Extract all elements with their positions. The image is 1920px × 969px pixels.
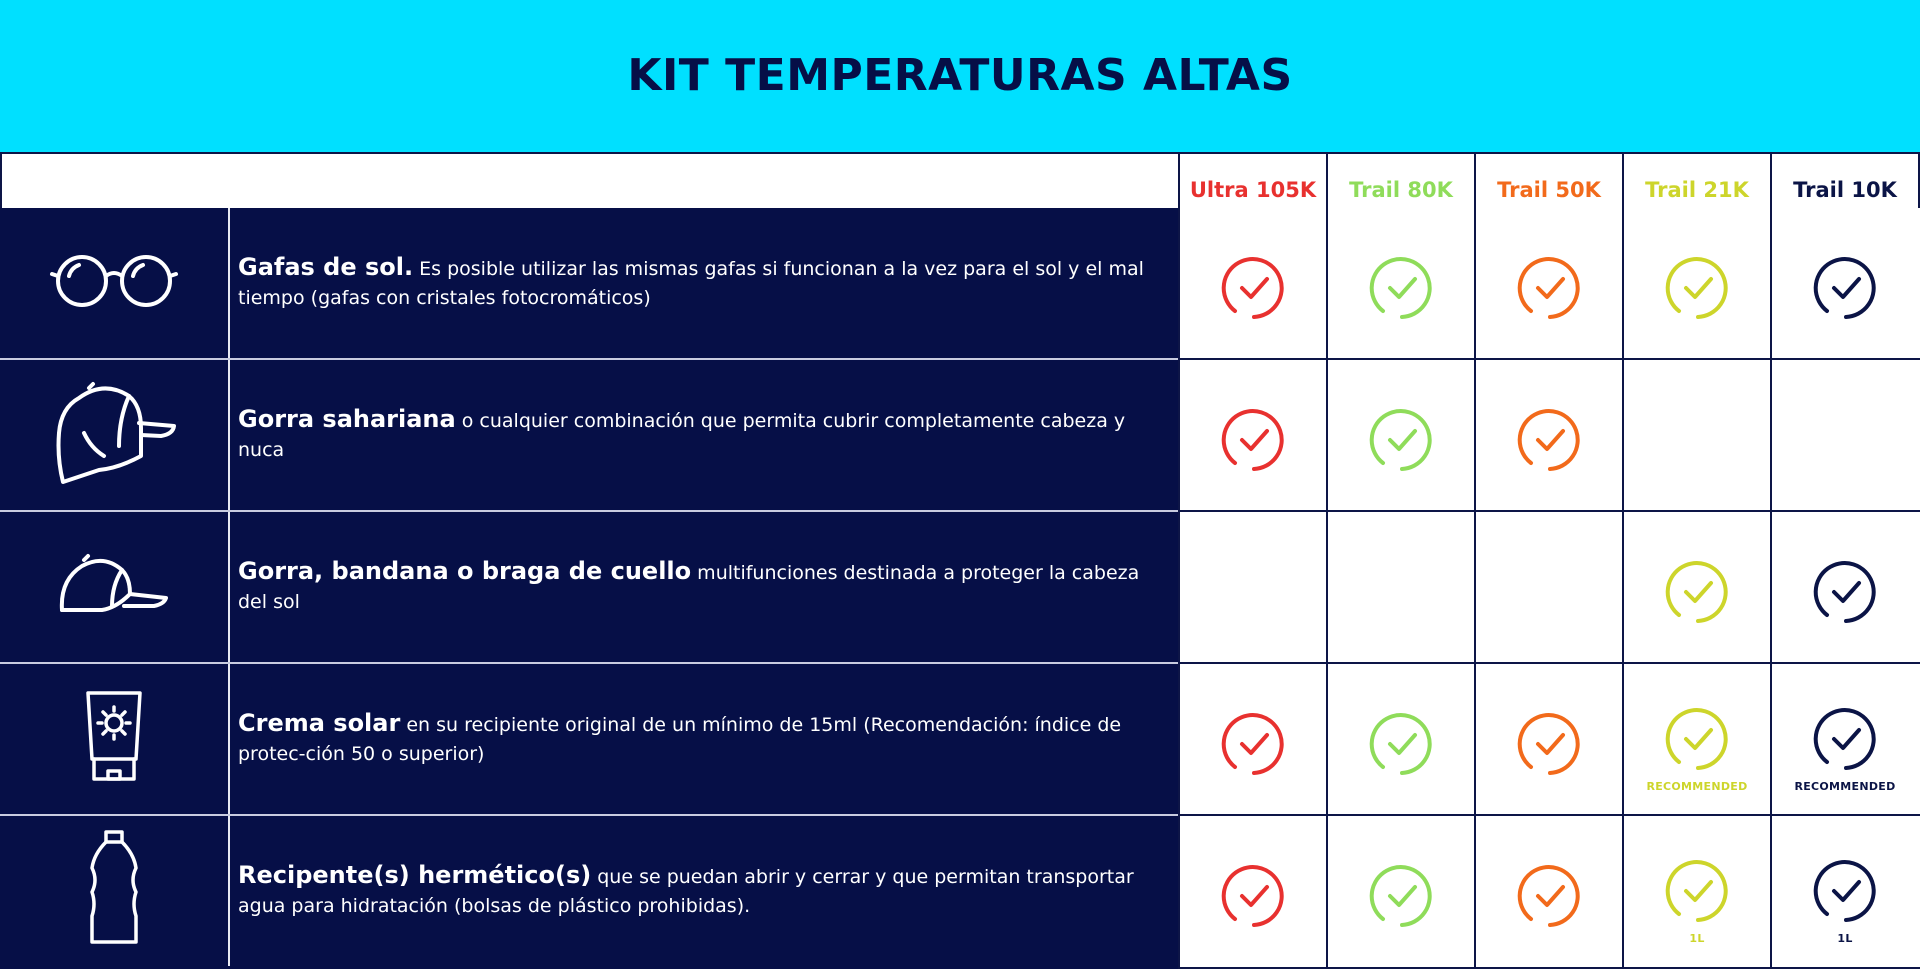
recommendation-note: RECOMMENDED bbox=[1646, 780, 1748, 793]
check-cell-trail-50k bbox=[1474, 664, 1622, 816]
row-icon-cell bbox=[0, 816, 230, 966]
bottle-icon bbox=[86, 830, 142, 952]
row-icon-cell bbox=[0, 208, 230, 358]
check-cell-trail-21k bbox=[1622, 816, 1770, 969]
item-detail: multifunciones destinada a proteger la cabeza del sol bbox=[238, 562, 1140, 613]
item-detail: en su recipiente original de un mínimo de 15ml (Recomendación: índice de protec-ción 50 o superior) bbox=[238, 714, 1122, 765]
check-icon bbox=[1221, 863, 1287, 929]
check-icon bbox=[1665, 255, 1731, 321]
sahara-cap-icon bbox=[49, 378, 179, 492]
check-cell-ultra-105k bbox=[1178, 512, 1326, 664]
item-name: Gafas de sol. bbox=[238, 253, 414, 281]
row-description bbox=[238, 512, 1173, 662]
row-icon-cell bbox=[0, 664, 230, 814]
check-cell-ultra-105k bbox=[1178, 208, 1326, 360]
table-row bbox=[0, 512, 1178, 664]
check-cell-trail-10k bbox=[1770, 360, 1920, 512]
check-cell-trail-10k bbox=[1770, 208, 1920, 360]
check-cell-trail-10k bbox=[1770, 816, 1920, 969]
column-header-trail-50k: Trail 50K bbox=[1474, 152, 1622, 208]
check-icon bbox=[1813, 559, 1879, 625]
check-icon bbox=[1221, 255, 1287, 321]
column-header-blank bbox=[0, 152, 1178, 208]
check-cell-trail-21k bbox=[1622, 664, 1770, 816]
item-detail: que se puedan abrir y cerrar y que permitan transportar agua para hidratación (bolsas de plástico prohibidas). bbox=[238, 866, 1134, 917]
cap-icon bbox=[54, 550, 174, 624]
check-cell-trail-80k bbox=[1326, 816, 1474, 969]
row-description bbox=[238, 208, 1173, 358]
check-icon bbox=[1813, 858, 1879, 924]
check-cell-trail-10k bbox=[1770, 512, 1920, 664]
check-cell-ultra-105k bbox=[1178, 664, 1326, 816]
recommendation-note: 1L bbox=[1837, 932, 1853, 945]
check-icon bbox=[1221, 407, 1287, 473]
check-icon bbox=[1517, 255, 1583, 321]
check-icon bbox=[1369, 407, 1435, 473]
check-icon bbox=[1665, 858, 1731, 924]
item-detail: o cualquier combinación que permita cubrir completamente cabeza y nuca bbox=[238, 410, 1126, 461]
table-row bbox=[0, 816, 1178, 969]
sunglasses-icon bbox=[49, 246, 179, 320]
check-cell-trail-21k bbox=[1622, 360, 1770, 512]
column-header-trail-80k: Trail 80K bbox=[1326, 152, 1474, 208]
check-cell-trail-80k bbox=[1326, 208, 1474, 360]
check-cell-ultra-105k bbox=[1178, 360, 1326, 512]
check-icon bbox=[1665, 559, 1731, 625]
check-cell-trail-80k bbox=[1326, 360, 1474, 512]
check-cell-trail-21k bbox=[1622, 512, 1770, 664]
sunscreen-icon bbox=[84, 689, 144, 789]
item-name: Gorra sahariana bbox=[238, 405, 456, 433]
check-icon bbox=[1813, 706, 1879, 772]
check-cell-trail-10k bbox=[1770, 664, 1920, 816]
row-icon-cell bbox=[0, 512, 230, 662]
recommendation-note: RECOMMENDED bbox=[1794, 780, 1896, 793]
check-icon bbox=[1369, 863, 1435, 929]
table-row bbox=[0, 664, 1178, 816]
row-icon-cell bbox=[0, 360, 230, 510]
check-icon bbox=[1517, 711, 1583, 777]
check-cell-trail-21k bbox=[1622, 208, 1770, 360]
check-cell-trail-50k bbox=[1474, 816, 1622, 969]
check-cell-trail-50k bbox=[1474, 208, 1622, 360]
table-row bbox=[0, 360, 1178, 512]
row-description bbox=[238, 816, 1173, 966]
check-icon bbox=[1369, 711, 1435, 777]
check-cell-ultra-105k bbox=[1178, 816, 1326, 969]
item-name: Crema solar bbox=[238, 709, 401, 737]
column-header-ultra-105k: Ultra 105K bbox=[1178, 152, 1326, 208]
check-icon bbox=[1517, 863, 1583, 929]
check-icon bbox=[1517, 407, 1583, 473]
check-cell-trail-50k bbox=[1474, 360, 1622, 512]
check-icon bbox=[1665, 706, 1731, 772]
item-name: Recipente(s) hermético(s) bbox=[238, 861, 592, 889]
check-cell-trail-50k bbox=[1474, 512, 1622, 664]
table-row bbox=[0, 208, 1178, 360]
check-cell-trail-80k bbox=[1326, 664, 1474, 816]
check-icon bbox=[1813, 255, 1879, 321]
page-title: KIT TEMPERATURAS ALTAS bbox=[627, 50, 1293, 101]
recommendation-note: 1L bbox=[1689, 932, 1705, 945]
check-cell-trail-80k bbox=[1326, 512, 1474, 664]
row-description bbox=[238, 664, 1173, 814]
row-description bbox=[238, 360, 1173, 510]
check-icon bbox=[1221, 711, 1287, 777]
check-icon bbox=[1369, 255, 1435, 321]
column-header-trail-10k: Trail 10K bbox=[1770, 152, 1918, 208]
item-name: Gorra, bandana o braga de cuello bbox=[238, 557, 692, 585]
item-detail: Es posible utilizar las mismas gafas si funcionan a la vez para el sol y el mal tiempo (gafas con cristales fotocromáticos) bbox=[238, 258, 1144, 309]
column-header-trail-21k: Trail 21K bbox=[1622, 152, 1770, 208]
